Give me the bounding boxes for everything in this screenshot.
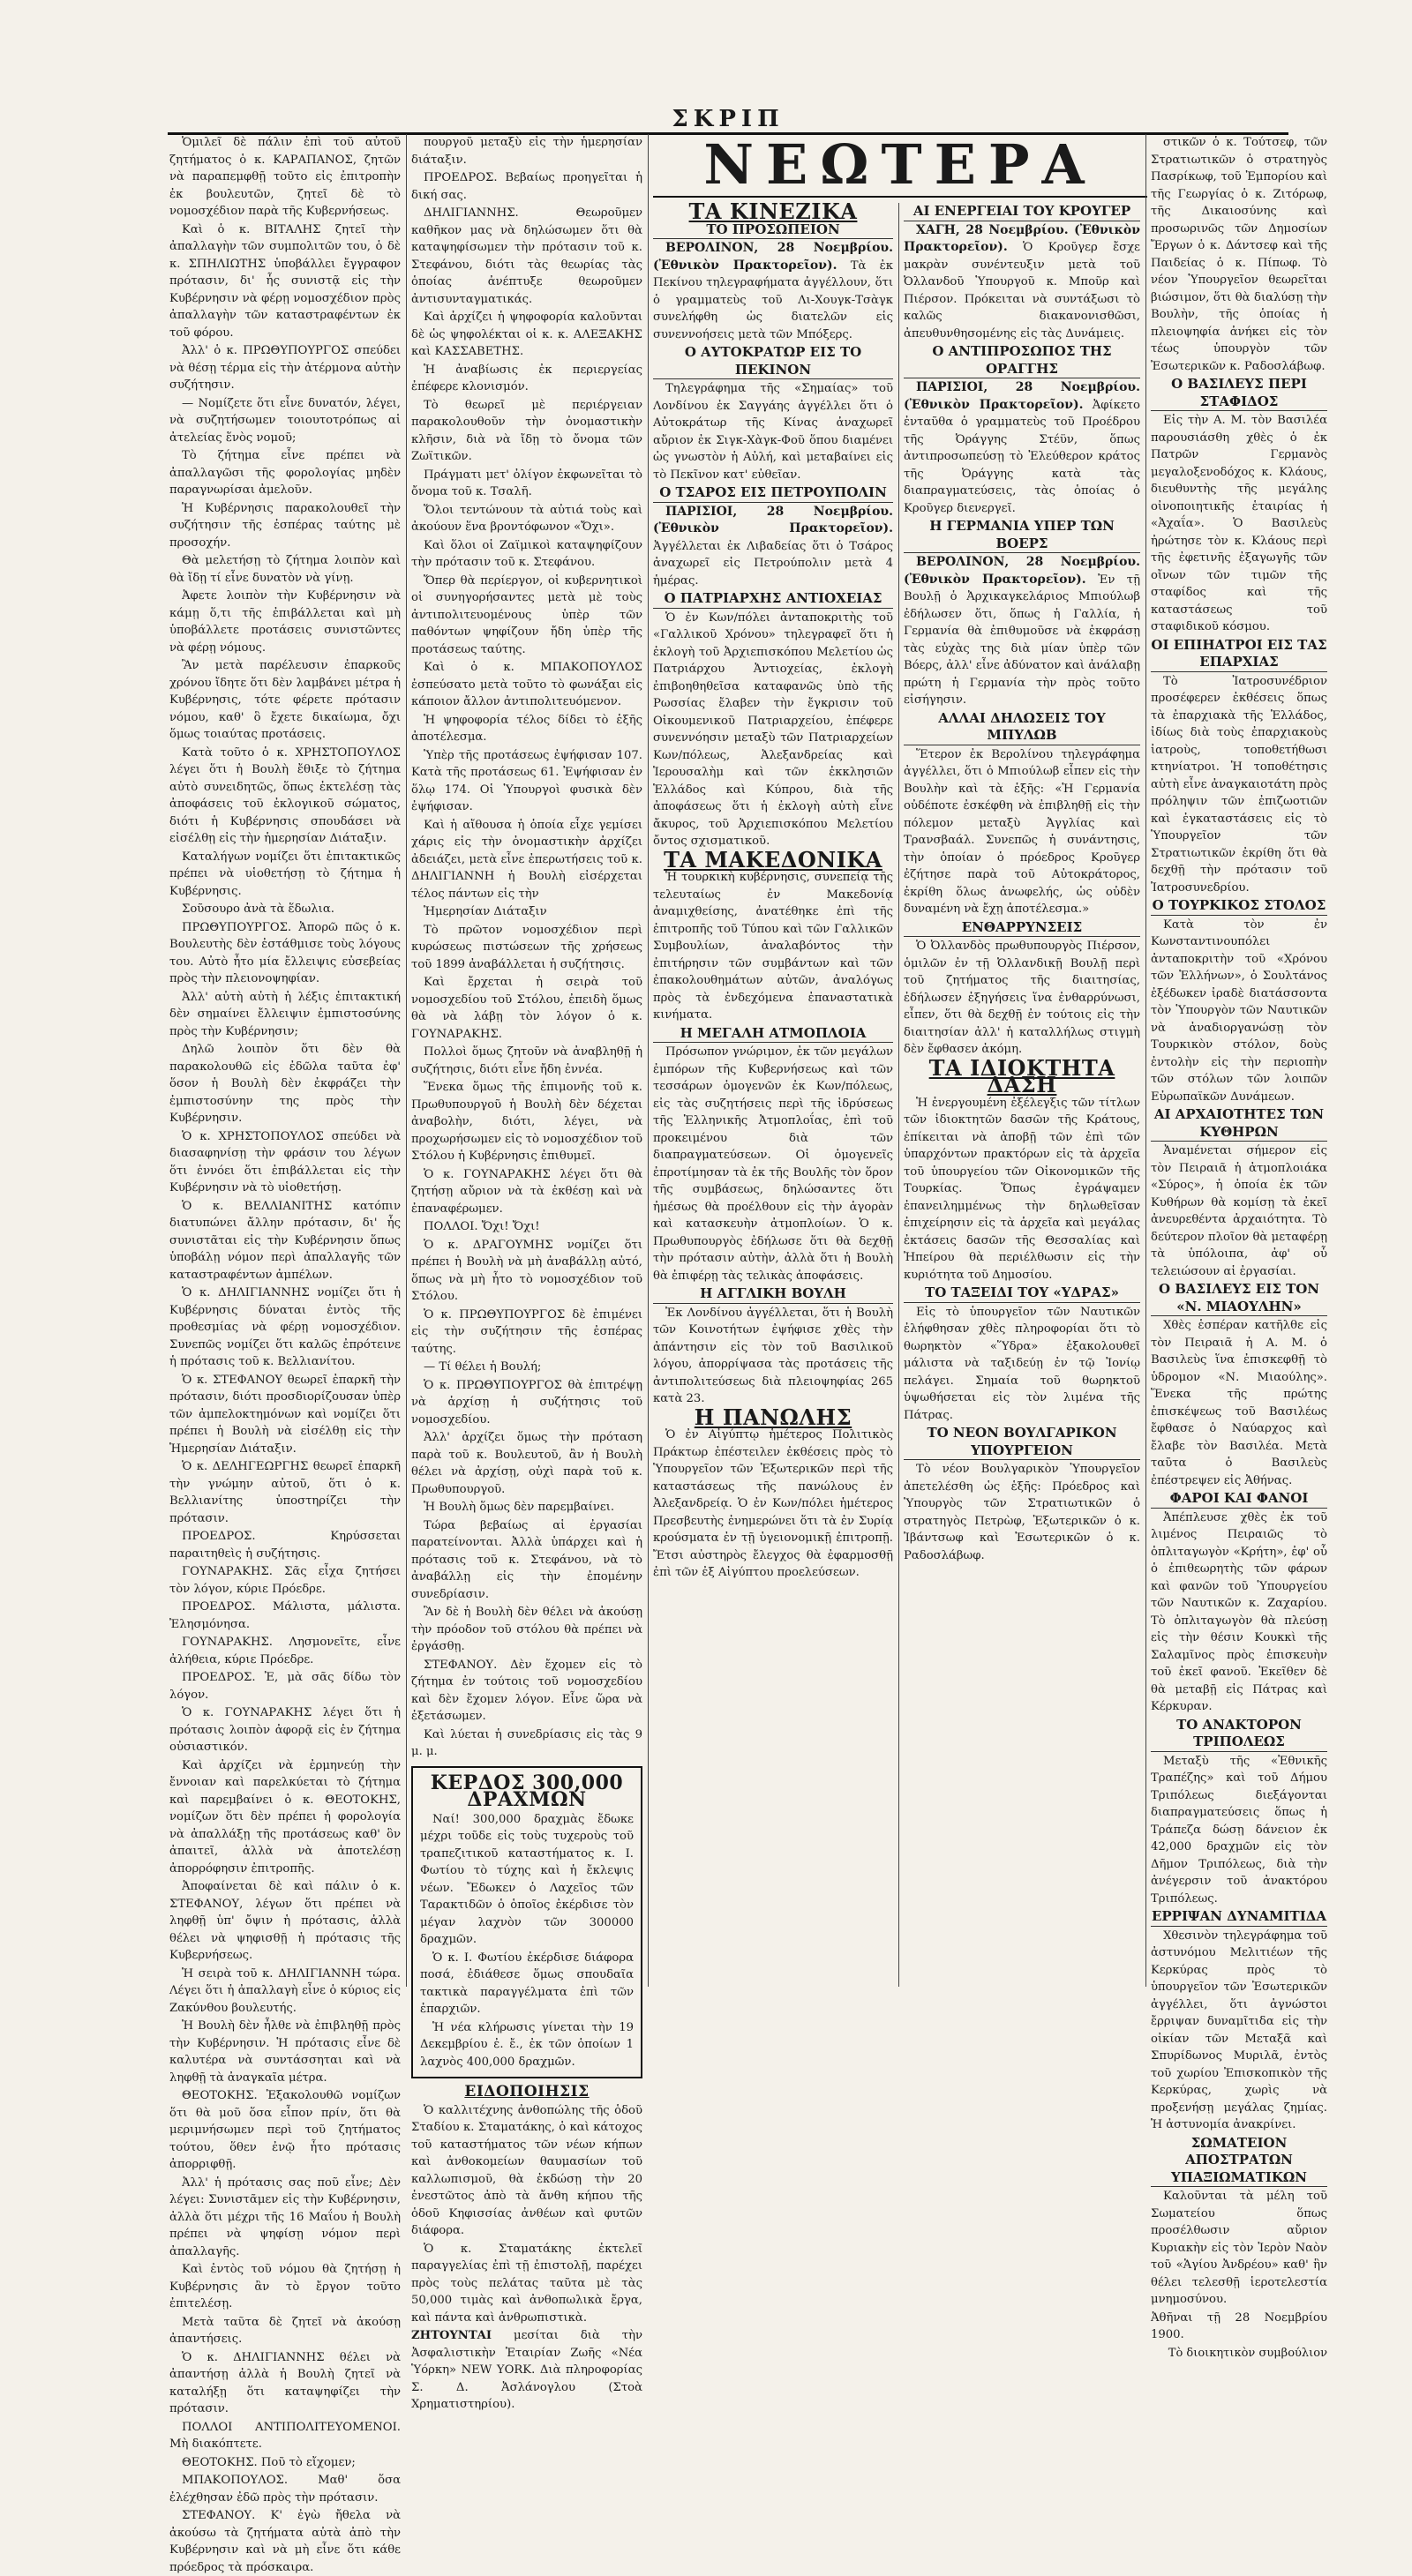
- lottery-headline: ΚΕΡΔΟΣ 300,000 ΔΡΑΧΜΩΝ: [430, 1771, 624, 1811]
- dateline: ΒΕΡΟΛΙΝΟΝ, 28 Νοεμβρίου. (Ἐθνικὸν Πρακτορεῖον).: [904, 555, 1140, 587]
- bulow-headline: ΑΛΛΑΙ ΔΗΛΩΣΕΙΣ ΤΟΥ ΜΠΥΛΩΒ: [904, 710, 1140, 745]
- column-2: [411, 134, 642, 2411]
- paragraph: ΠΟΛΛΟΙ. Ὄχι! Ὄχι!: [424, 1220, 540, 1233]
- dateline: ΠΑΡΙΣΙΟΙ, 28 Νοεμβρίου. (Ἐθνικὸν Πρακτορεῖον).: [904, 380, 1140, 412]
- masthead: ΣΚΡΙΠ: [672, 106, 785, 132]
- paragraph: ΜΠΑΚΟΠΟΥΛΟΣ. Μαθ' ὅσα ἐλέχθησαν ἐδῶ πρὸς τὴν πρότασιν.: [169, 2474, 401, 2505]
- paragraph: Ὁ κ. ΔΕΛΗΓΕΩΡΓΗΣ θεωρεῖ ἐπαρκῆ τὴν γνώμην αὐτοῦ, ὅτι ὁ κ. Βελλιανίτης ὑποστηρίζει τὴν πρότασιν.: [169, 1460, 401, 1525]
- miaoulis-headline: Ο ΒΑΣΙΛΕΥΣ ΕΙΣ ΤΟΝ «Ν. ΜΙΑΟΥΛΗΝ»: [1151, 1281, 1327, 1316]
- paragraph: ΠΡΩΘΥΠΟΥΡΓΟΣ. Ἀπορῶ πῶς ὁ κ. Βουλευτὴς δὲν ἐστάθμισε τοὺς λόγους του. Αὐτὸ ἦτο μία ἔλλειψις εὐσεβείας πρὸς τὴν πλειονοψηφίαν.: [169, 920, 401, 985]
- paragraph: Καὶ ὅλοι οἱ Ζαϊμικοὶ καταψηφίζουν τὴν πρότασιν τοῦ κ. Στεφάνου.: [411, 538, 642, 569]
- paragraph: Ἀφετε λοιπὸν τὴν Κυβέρνησιν νὰ κάμῃ ὅ,τι τῆς ἐπιβάλλεται καὶ μὴ ὑποβάλλετε προτάσεις συνιστῶντες νὰ φέρῃ νόμους.: [169, 589, 401, 655]
- paragraph: πουργοῦ μεταξὺ εἰς τὴν ἡμερησίαν διάταξιν.: [411, 136, 642, 167]
- paragraph: Ὁ καλλιτέχνης ἀνθοπώλης τῆς ὁδοῦ Σταδίου κ. Σταματάκης, ὁ καὶ κάτοχος τοῦ καταστήματος τῶν νέων κήπων καὶ ἀνθοκομείων θαυμασίων τοῦ καλλωπισμοῦ, θὰ ἐκδώσῃ τὴν 20 ἐνεστῶτος ἀπὸ τὰ ἄνθη κήπου τῆς ὁδοῦ Κηφισσίας ἀνθέων καὶ φυτῶν διάφορα.: [411, 2103, 642, 2237]
- article-text: Τὸ Ἰατροσυνέδριον προσέφερεν ἐκθέσεις ὅπως τὰ ἐπαρχιακὰ τῆς Ἑλλάδος, ἰδίως διὰ τοὺς ἐπαρχιακοὺς ἰατροὺς, τοποθετήθωσι κτηνίατροι. Ἡ τοποθέτησις αὐτὴ εἶνε ἀναγκαιοτάτη πρὸς πρόληψιν τῶν ἐπιζωοτιῶν καὶ ἐγκαταστάσεις εἰς τὸ Ὑπουργεῖον τῶν Στρατιωτικῶν ἐκρίθη ὅτι θὰ δεχθῇ τὴν πρότασιν τοῦ Ἰατροσυνεδρίου.: [1151, 674, 1327, 895]
- column-divider: [1145, 134, 1146, 1987]
- kythira-headline: ΑΙ ΑΡΧΑΙΟΤΗΤΕΣ ΤΩΝ ΚΥΘΗΡΩΝ: [1151, 1106, 1327, 1142]
- paragraph: Ἂν δὲ ἡ Βουλὴ δὲν θέλει νὰ ἀκούσῃ τὴν πρόοδον τοῦ στόλου θὰ πρέπει νὰ ἐργάσθῃ.: [411, 1606, 642, 1653]
- paragraph: Ἂν μετὰ παρέλευσιν ἐπαρκοῦς χρόνου ἴδητε ὅτι δὲν λαμβάνει μέτρα ἡ Κυβέρνησις, τότε φέρετε πρότασιν νόμου, καθ' ὃ ἔχετε δικαίωμα, ὄχι ὅμως τοιαύτας προτάσεις.: [169, 659, 401, 741]
- column-5: [1151, 134, 1327, 2360]
- paragraph: Ἀλλ' ἀρχίζει ὅμως τὴν πρόταση παρὰ τοῦ κ. Βουλευτοῦ, ἂν ἡ Βουλὴ θέλει νὰ ἀρχίσῃ, οὐχὶ παρὰ τοῦ κ. Πρωθυπουργοῦ.: [411, 1431, 642, 1496]
- paragraph: ΔΗΛΙΓΙΑΝΝΗΣ. Θεωροῦμεν καθῆκον μας νὰ δηλώσωμεν ὅτι θὰ καταψηφίσωμεν τὴν πρότασιν τοῦ κ. Στεφάνου, διότι τὰς θεωρίας τὰς ὁποίας ἀνέπτυξε θεωροῦμεν ἀντισυνταγματικάς.: [411, 206, 642, 306]
- paragraph: Ἀποφαίνεται δὲ καὶ πάλιν ὁ κ. ΣΤΕΦΑΝΟΥ, λέγων ὅτι πρέπει νὰ ληφθῇ ὑπ' ὄψιν ἡ πρότασις, ἀλλὰ θέλει νὰ ψηφισθῇ ἡ πρότασις τῆς Κυβερνήσεως.: [169, 1880, 401, 1962]
- paragraph: Ὁ κ. Ι. Φωτίου ἐκέρδισε διάφορα ποσά, ἐδιάθεσε ὅμως σπουδαῖα τακτικὰ παραγγέλματα ἐπὶ τῶν ἐπαρχιῶν.: [420, 1951, 634, 2016]
- paragraph: Ἀλλ' αὐτὴ αὐτὴ ἡ λέξις ἐπιτακτική δὲν σημαίνει ἔλλειψιν ἐμπιστοσύνης πρὸς τὴν Κυβέρνησιν;: [169, 990, 401, 1038]
- kinezika-subhead: ΤΟ ΠΡΟΣΩΠΕΙΟΝ: [653, 221, 893, 240]
- zitountai-notice: [411, 2327, 642, 2414]
- article-text: Ἐν τῇ Βουλῇ ὁ Ἀρχικαγκελάριος Μπιούλωβ ἐδήλωσεν ὅτι, ὅπως ἡ Γαλλία, ἡ Γερμανία θὰ ἐπιθυμοῦσε νὰ ἐκφράσῃ τὰς εὐχὰς της διὰ μίαν ὑπὲρ τῶν Βόερς, ἀλλ' εἶνε ἀδύνατον καὶ ἀνάλαβῃ πρώτη ἡ Γερμανία τὴν πρὸς τοῦτο εἰσήγησιν.: [904, 573, 1140, 707]
- article-text: Ἀγγέλλεται ἐκ Λιβαδείας ὅτι ὁ Τσάρος ἀναχωρεῖ εἰς Πετρούπολιν μετὰ 4 ἡμέρας.: [653, 539, 893, 588]
- article-text: Χθεσινὸν τηλεγράφημα τοῦ ἀστυνόμου Μελιτιέων τῆς Κερκύρας πρὸς τὸ ὑπουργεῖον τῶν Ἐσωτερικῶν ἀγγέλλει, ὅτι ἀγνώστοι ἔρριψαν δυναμῖτιδα εἰς τὴν οἰκίαν τῶν Μεταξᾶ καὶ Σπυρίδωνος Μυριλᾶ, ἐντὸς τοῦ χωρίου Ἐπισκοπικὸν τῆς Κερκύρας, χωρὶς νὰ προξενήσῃ μεγάλας ζημίας. Ἡ ἀστυνομία ἀνακρίνει.: [1151, 1928, 1327, 2131]
- paragraph: ΠΡΟΕΔΡΟΣ. Κηρύσσεται παραιτηθεὶς ἡ συζήτησις.: [169, 1530, 401, 1561]
- paragraph: Ὁ κ. Σταματάκης ἐκτελεῖ παραγγελίας ἐπὶ τῇ ἐπιστολῇ, παρέχει πρὸς τοὺς πελάτας ταῦτα μὲ τὰς 50,000 τιμὰς καὶ ἀνθοπωλικὰ ἔργα, καὶ πάντα καὶ ἀνθρωπιστικὰ.: [411, 2242, 642, 2325]
- somateio-date: Ἀθῆναι τῇ 28 Νοεμβρίου 1900.: [1151, 2310, 1327, 2341]
- paragraph: Ὁ κ. ΣΤΕΦΑΝΟΥ θεωρεῖ ἐπαρκῆ τὴν πρότασιν, διότι προσδιορίζουσαν ὑπὲρ τῶν ἀμπελοκτημόνων καὶ νομίζει ὅτι πρέπει ἡ Βουλὴ νὰ εἰσέλθῃ εἰς τὴν Ἡμερησίαν Διάταξιν.: [169, 1373, 401, 1456]
- kinezika-headline: ΤΑ ΚΙΝΕΖΙΚΑ: [688, 198, 858, 224]
- paragraph: Τὸ θεωρεῖ μὲ περιέργειαν παρακολουθοῦν τὴν ὀνομαστικὴν κλῆσιν, διὰ νὰ ἴδῃ τὸ ὄνομα τῶν Ζωϊτικῶν.: [411, 398, 642, 463]
- zitountai-headline: ΖΗΤΟΥΝΤΑΙ: [411, 2329, 492, 2342]
- tripolis-headline: ΤΟ ΑΝΑΚΤΟΡΟΝ ΤΡΙΠΟΛΕΩΣ: [1151, 1717, 1327, 1752]
- column-1: [169, 134, 401, 2574]
- dateline: ΠΑΡΙΣΙΟΙ, 28 Νοεμβρίου. (Ἐθνικὸν Πρακτορεῖον).: [653, 504, 893, 535]
- faroi-headline: ΦΑΡΟΙ ΚΑΙ ΦΑΝΟΙ: [1151, 1490, 1327, 1509]
- paragraph: ΓΟΥΝΑΡΑΚΗΣ. Σᾶς εἶχα ζητήσει τὸν λόγον, κύριε Πρόεδρε.: [169, 1565, 401, 1596]
- paragraph: Ὁμιλεῖ δὲ πάλιν ἐπὶ τοῦ αὐτοῦ ζητήματος ὁ κ. ΚΑΡΑΠΑΝΟΣ, ζητῶν νὰ παραπεμφθῇ τοῦτο εἰς ἐπιτροπὴν ἐκ βουλευτῶν, ζητεῖ δὲ τὸ νομοσχέδιον παρὰ τῆς Κυβερνήσεως.: [169, 136, 401, 218]
- column-divider: [406, 134, 407, 1987]
- lottery-box: [411, 1766, 642, 2079]
- paragraph: Δηλῶ λοιπὸν ὅτι δὲν θὰ παρακολουθῶ εἰς ἐδῶλα ταῦτα ἐφ' ὅσον ἡ Βουλὴ δὲν ἐκφράζει τὴν ἐμπιστοσύνην της πρὸς τὴν Κυβέρνησιν.: [169, 1043, 401, 1125]
- paragraph: ΠΟΛΛΟΙ ΑΝΤΙΠΟΛΙΤΕΥΟΜΕΝΟΙ. Μὴ διακόπτετε.: [169, 2420, 401, 2451]
- article-text: Ἡ ἐνεργουμένη ἐξέλεγξις τῶν τίτλων τῶν ἰδιοκτητῶν δασῶν τῆς Κράτους, ἐπίκειται νὰ ἀποβῇ τῶν ἐπὶ τῶν ὑπαρχόντων πρακτόρων εἰς τὰ ἀρχεῖα τοῦ ὑπουργείου τῶν Οἰκονομικῶν τῆς Τουρκίας. Ὅπως ἐγράψαμεν ἐπανειλημμένως τὴν δηλωθεῖσαν ἐπιχείρησιν εἰς τὰ ἀρχεῖα καὶ μεγάλας ἐκτάσεις δασῶν τῆς Θεσσαλίας καὶ Ἠπείρου θὰ περιέλθωσιν εἰς τὴν κυριότητα τοῦ Δημοσίου.: [904, 1096, 1140, 1282]
- paragraph: Ὁ κ. ΔΗΛΙΓΙΑΝΝΗΣ νομίζει ὅτι ἡ Κυβέρνησις δύναται ἐντὸς τῆς προθεσμίας νὰ φέρῃ νομοσχέδιον. Συνεπῶς νομίζει ὅτι καλῶς ἐπρότεινε ἡ πρότασις τοῦ κ. Βελλιανίτου.: [169, 1286, 401, 1368]
- paragraph: Καὶ λύεται ἡ συνεδρίασις εἰς τὰς 9 μ. μ.: [411, 1727, 642, 1758]
- column-divider: [898, 203, 899, 1987]
- paragraph: Τὸ πρῶτον νομοσχέδιον περὶ κυρώσεως πιστώσεων τῆς χρήσεως τοῦ 1899 ἀναβάλλεται ἡ συζήτησις.: [411, 923, 642, 971]
- dateline: ΧΑΓΗ, 28 Νοεμβρίου. (Ἐθνικὸν Πρακτορεῖον).: [904, 222, 1140, 254]
- paragraph: Καὶ ἀρχίζει νὰ ἐρμηνεύῃ τὴν ἔννοιαν καὶ παρελκύεται τὸ ζήτημα καὶ παρεμβαίνει ὁ κ. ΘΕΟΤΟΚΗΣ, νομίζων ὅτι δὲν πρέπει ἡ φορολογία νὰ ἀπαλλάξῃ τῆς προτάσεως καθ' ὃν ἀπαιτεῖ, ἀλλὰ νὰ ἀποτελέσῃ ἀπορρόφησιν ἐπιτροπῆς.: [169, 1758, 401, 1876]
- paragraph: Ὁ κ. ΔΗΛΙΓΙΑΝΝΗΣ θέλει νὰ ἀπαντήσῃ ἀλλὰ ἡ Βουλὴ ζητεῖ νὰ καταλήξῃ ὅτι καταψηφίζει τὴν πρότασιν.: [169, 2350, 401, 2415]
- dasi-headline: ΤΑ ΙΔΙΟΚΤΗΤΑ ΔΑΣΗ: [928, 1054, 1115, 1097]
- paragraph: Ὁ κ. ΠΡΩΘΥΠΟΥΡΓΟΣ δὲ ἐπιμένει εἰς τὴν συζήτησιν τῆς ἐσπέρας ταύτης.: [411, 1307, 642, 1356]
- paragraph: Ναί! 300,000 δραχμὰς ἔδωκε μέχρι τοῦδε εἰς τοὺς τυχεροὺς τοῦ τραπεζιτικοῦ καταστήματος κ. Ι. Φωτίου τὸ τύχης καὶ ἡ ἔκλεψις νέων. Ἔδωκεν ὁ Λαχεῖος τῶν Ταρακτιδῶν ὁ ὁποῖος ἐκέρδισε τὸν μέγαν λαχνὸν τῶν 300000 δραχμῶν.: [420, 1812, 634, 1946]
- paragraph: Ὑπὲρ τῆς προτάσεως ἐψήφισαν 107. Κατὰ τῆς προτάσεως 61. Ἐψήφισαν ἐν ὅλῳ 174. Οἱ Ὑπουργοὶ φυσικὰ δὲν ἐψήφισαν.: [411, 748, 642, 813]
- article-text: Ὁ Κροῦγερ ἔσχε μακρὰν συνέντευξιν μετὰ τοῦ Ὀλλανδοῦ Ὑπουργοῦ κ. Μποῦρ καὶ Πιέρσον. Πρόκειται νὰ συντάξωσι τὸ καλῶς διακανονισθῶσι, ἀπευθυνθησομένης εἰς τὰς Δυνάμεις.: [904, 241, 1140, 341]
- article-text: Εἰς τὸ ὑπουργεῖον τῶν Ναυτικῶν ἐλήφθησαν χθὲς πληροφορίαι ὅτι τὸ θωρηκτὸν «Ὕδρα» ἐξακολουθεῖ μάλιστα νὰ ταξιδεύῃ ἐν τῷ Ἰονίῳ πελάγει. Σημαία τοῦ θωρηκτοῦ ὑψωθήσεται εἰς τὸν λιμένα τῆς Πάτρας.: [904, 1305, 1140, 1422]
- paragraph: Ἡ ψηφοφορία τέλος δίδει τὸ ἑξῆς ἀποτέλεσμα.: [411, 713, 642, 744]
- antiprosopos-headline: Ο ΑΝΤΙΠΡΟΣΩΠΟΣ ΤΗΣ ΟΡΑΓΓΗΣ: [904, 343, 1140, 378]
- stolos-headline: Ο ΤΟΥΡΚΙΚΟΣ ΣΤΟΛΟΣ: [1151, 897, 1327, 916]
- paragraph: — Τί θέλει ἡ Βουλή;: [424, 1360, 542, 1374]
- paragraph: Πολλοὶ ὅμως ζητοῦν νὰ ἀναβληθῇ ἡ συζήτησις, διότι εἶνε ἤδη ἐννέα.: [411, 1045, 642, 1076]
- paragraph: Κατὰ τοῦτο ὁ κ. ΧΡΗΣΤΟΠΟΥΛΟΣ λέγει ὅτι ἡ Βουλὴ ἔθιξε τὸ ζήτημα αὐτὸ συνειδητῶς, ὅπως ἐκτελέσῃ τὰς ἀποφάσεις τοῦ ἐκλογικοῦ σώματος, διότι ἡ Κυβέρνησις σπουδάσει νὰ εἰσέλθῃ εἰς τὴν ἡμερησίαν Διάταξιν.: [169, 745, 401, 845]
- paragraph: Πράγματι μετ' ὀλίγον ἐκφωνεῖται τὸ ὄνομα τοῦ κ. Τσαλῆ.: [411, 468, 642, 498]
- article-text: Ἀναμένεται σήμερον εἰς τὸν Πειραιᾶ ἡ ἀτμοπλοιάκα «Σύρος», ἡ ὁποία ἐκ τῶν Κυθήρων θὰ κομίσῃ τὰ ἐκεῖ ἀνευρεθέντα ἀρχαιότητα. Τὸ δεύτερον πλοῖον θὰ μεταφέρῃ τὰ ὑπόλοιπα, ἀφ' οὗ τελειώσουν αἱ ἐργασίαι.: [1151, 1144, 1327, 1278]
- somateio-headline: ΣΩΜΑΤΕΙΟΝ ΑΠΟΣΤΡΑΤΩΝ ΥΠΑΞΙΩΜΑΤΙΚΩΝ: [1151, 2135, 1327, 2188]
- paragraph: Ὁ κ. ΠΡΩΘΥΠΟΥΡΓΟΣ θὰ ἐπιτρέψῃ νὰ ἀρχίσῃ ἡ συζήτησις τοῦ νομοσχεδίου.: [411, 1378, 642, 1427]
- paragraph: Καὶ ὁ κ. ΜΠΑΚΟΠΟΥΛΟΣ ἐσπεύσατο μετὰ τοῦτο τὸ φωνάξαι εἰς κάποιον ἄλλον ἀντιπολιτευόμενον.: [411, 661, 642, 708]
- paragraph: Ἡ σειρὰ τοῦ κ. ΔΗΛΙΓΙΑΝΝΗ τώρα. Λέγει ὅτι ἡ ἀπαλλαγὴ εἶνε ὁ κύριος εἰς Ζακύνθου βουλευτής.: [169, 1966, 401, 2015]
- paragraph: Ἀλλ' ὁ κ. ΠΡΩΘΥΠΟΥΡΓΟΣ σπεύδει νὰ θέσῃ τέρμα εἰς τὴν ἀτέρμονα αὐτὴν συζήτησιν.: [169, 344, 401, 392]
- column-divider: [648, 134, 649, 1987]
- article-text: Τὰ ἐκ Πεκίνου τηλεγραφήματα ἀγγέλλουν, ὅτι ὁ γραμματεὺς τοῦ Λι-Χουγκ-Τσὰγκ συνελήφθη ὡς διατελῶν εἰς συνεννοήσεις μετὰ τῶν Μπόξερς.: [653, 258, 893, 341]
- paragraph: Ὁ κ. ΒΕΛΛΙΑΝΙΤΗΣ κατόπιν διατυπώνει ἄλλην πρότασιν, δι' ἧς συνιστᾶται εἰς τὴν Κυβέρνησιν ὅπως ὑποβάλῃ νόμον περὶ ἀπαλλαγῆς τῶν καταστραφέντων ἀμπέλων.: [169, 1199, 401, 1282]
- column-4: [904, 203, 1140, 1987]
- paragraph: Ἕνεκα ὅμως τῆς ἐπιμονῆς τοῦ κ. Πρωθυπουργοῦ ἡ Βουλὴ δὲν δέχεται ἀναβολὴν, διότι, λέγει, νὰ προχωρήσωμεν εἰς τὸ νομοσχέδιον τοῦ Στόλου ἡ Κυβέρνησις ἐπιθυμεῖ.: [411, 1081, 642, 1163]
- tsaros-headline: Ο ΤΣΑΡΟΣ ΕΙΣ ΠΕΤΡΟΥΠΟΛΙΝ: [653, 484, 893, 503]
- article-text: Ἡ τουρκικὴ κυβέρνησις, συνεπείᾳ τῆς τελευταίως ἐν Μακεδονίᾳ ἀναμιχθείσης, ἀνατέθηκε ἐπὶ τῆς ἐπιτροπῆς τοῦ Τύπου καὶ τῶν Γαλλικῶν Συμβουλίων, ἀναλαβόντος τὴν ἐπιτήρησιν τῶν συμβάντων καὶ τῶν ἐπακολουθημάτων αὐτῶν, ἀναλόγως πρὸς τὰ ἐνδεχόμενα ἐπαναστατικὰ κινήματα.: [653, 871, 893, 1022]
- article-text: Τὸ νέον Βουλγαρικὸν Ὑπουργεῖον ἀπετελέσθη ὡς ἑξῆς: Πρόεδρος καὶ Ὑπουργὸς τῶν Στρατιωτικῶν ὁ στρατηγὸς Πετρὼφ, Ἐξωτερικῶν ὁ κ. Ἰβάντσωφ καὶ Ἐσωτερικῶν ὁ κ. Ραδοσλάβωφ.: [904, 1463, 1140, 1562]
- angliki-headline: Η ΑΓΓΛΙΚΗ ΒΟΥΛΗ: [653, 1285, 893, 1304]
- entharrynseis-headline: ΕΝΘΑΡΡΥΝΣΕΙΣ: [904, 919, 1140, 938]
- paragraph: ΠΡΟΕΔΡΟΣ. Ἐ, μὰ σᾶς δίδω τὸν λόγον.: [169, 1671, 401, 1702]
- paragraph: Ὅπερ θὰ περίεργον, οἱ κυβερνητικοὶ οἱ συνηγορήσαντες μετὰ μὲ τοὺς ἀντιπολιτευομένους ὑπὲρ τῶν παθόντων ψηφίζουν ἤδη ὑπὲρ τῆς προτάσεως ταύτης.: [411, 573, 642, 656]
- paragraph: Μετὰ ταῦτα δὲ ζητεῖ νὰ ἀκούσῃ ἀπαντήσεις.: [169, 2315, 401, 2346]
- paragraph: ΣΤΕΦΑΝΟΥ. Κ' ἐγὼ ἤθελα νὰ ἀκούσω τὰ ζητήματα αὐτὰ ἀπὸ τὴν Κυβέρνησιν καὶ νὰ μὴ εἶνε ὅτι κάθε πρόεδρος τὰ πρόσκαιρα.: [169, 2509, 401, 2574]
- paragraph: Καὶ ἀρχίζει ἡ ψηφοφορία καλοῦνται δὲ ὡς ψηφολέκται οἱ κ. κ. ΑΛΕΞΑΚΗΣ καὶ ΚΑΣΣΑΒΕΤΗΣ.: [411, 311, 642, 358]
- paragraph: Καὶ ὁ κ. ΒΙΤΑΛΗΣ ζητεῖ τὴν ἀπαλλαγὴν τῶν συμπολιτῶν του, ὁ δὲ κ. ΣΠΗΛΙΩΤΗΣ ὑποβάλλει ἔγγραφον πρότασιν, δι' ἧς συνιστᾷ εἰς τὴν Κυβέρνησιν νὰ φέρῃ νομοσχέδιον πρὸς ἀπαλλαγὴν τῶν καταστραφέντων ἐκ τοῦ φόρου.: [169, 222, 401, 340]
- article-text: Κατὰ τὸν ἐν Κωνσταντινουπόλει ἀνταποκριτὴν τοῦ «Χρόνου τῶν Ἑλλήνων», ὁ Σουλτάνος ἐξέδωκεν ἰραδὲ διατάσσοντα τὸν Ὑπουργὸν τῶν Ναυτικῶν νὰ ἀναδιοργανώσῃ τὸν Τουρκικὸν στόλον, δοὺς ἐντολὴν εἰς τὴν περιοπὴν τῶν στόλων τῶν λοιπῶν Εὐρωπαϊκῶν Δυνάμεων.: [1151, 917, 1327, 1104]
- article-text: Ὁ Ὀλλανδὸς πρωθυπουργὸς Πιέρσον, ὁμιλῶν ἐν τῇ Ὀλλανδικῇ Βουλῇ περὶ τοῦ ζητήματος τῆς διαιτησίας, ἐδήλωσεν ἐξηγήσεις ἵνα ἐνθαρρύνωσι, εἶπεν, ὅτι θὰ δεχθῇ ἐν τούτοις εἰς τὴν διαιτησίαν ἀλλ' ἡ καταλλήλως στιγμὴ δὲν ἔφθασεν ἀκόμη.: [904, 940, 1140, 1056]
- paragraph: ΘΕΟΤΟΚΗΣ. Ἐξακολουθῶ νομίζων ὅτι θὰ μοῦ ὅσα εἶπον πρίν, ὅτι θὰ μεριμνήσωμεν περὶ τοῦ ζητήματος τούτου, ὅθεν ἐνῷ ἦτο πρότασις ἀπορριφθῇ.: [169, 2089, 401, 2171]
- paragraph: Καὶ ἡ αἴθουσα ἡ ὁποία εἶχε γεμίσει χάρις εἰς τὴν ὀνομαστικὴν ἀρχίζει ἀδειάζει, μετὰ εἶνε ἐπερωτήσεις τοῦ κ. ΔΗΛΙΓΙΑΝΝΗ ἡ Βουλὴ εἰσέρχεται τέλος πάντων εἰς τὴν: [411, 818, 642, 901]
- paragraph: Ἡ ἀναβίωσις ἐκ περιεργείας ἐπέφερε κλονισμόν.: [411, 363, 642, 393]
- kruger-headline: ΑΙ ΕΝΕΡΓΕΙΑΙ ΤΟΥ ΚΡΟΥΓΕΡ: [904, 203, 1140, 221]
- paragraph: Ἡμερησίαν Διάταξιν: [424, 905, 547, 918]
- aftokrator-headline: Ο ΑΥΤΟΚΡΑΤΩΡ ΕΙΣ ΤΟ ΠΕΚΙΝΟΝ: [653, 344, 893, 379]
- paragraph: Ὅλοι τεντώνουν τὰ αὐτιά τοὺς καὶ ἀκούουν ἕνα βροντόφωνον «Ὄχι».: [411, 503, 642, 534]
- paragraph: ΣΤΕΦΑΝΟΥ. Δὲν ἔχομεν εἰς τὸ ζήτημα ἐν τούτοις τοῦ νομοσχεδίου καὶ δὲν ἔχομεν λόγον. Εἶνε ὥρα νὰ ἐξετάσωμεν.: [411, 1658, 642, 1723]
- article-text: Ὁ ἐν Κων/πόλει ἀνταποκριτὴς τοῦ «Γαλλικοῦ Χρόνου» τηλεγραφεῖ ὅτι ἡ ἐκλογὴ τοῦ Ἀρχιεπισκόπου Μελετίου ὡς Πατριάρχου Ἀντιοχείας, ἐκλογὴ ἐπιβοηθηθεῖσα καταφανῶς ὑπὸ τῆς Ρωσσίας ἔλαβεν τὴν ἔγκρισιν τοῦ Οἰκουμενικοῦ Πατριαρχείου, ἐπέφερε συνεννόησιν μεταξὺ τῶν Πατριαρχείων Κων/πόλεως, Ἀλεξανδρείας καὶ Ἱερουσαλὴμ καὶ τῶν ἐκκλησιῶν Ἑλλάδος καὶ Κύπρου, διὰ τῆς ἀποφάσεως ὅτι ἡ ἐκλογὴ αὐτὴ εἶνε ἄκυρος, τοῦ Ἀρχιεπισκόπου Μελετίου ὄντος σχισματικοῦ.: [653, 610, 893, 848]
- somateio-signature: Τὸ διοικητικὸν συμβούλιον: [1168, 2346, 1327, 2360]
- dynamitida-headline: ΕΡΡΙΨΑΝ ΔΥΝΑΜΙΤΙΔΑ: [1151, 1908, 1327, 1927]
- taxidi-headline: ΤΟ ΤΑΞΕΙΔΙ ΤΟΥ «ΥΔΡΑΣ»: [904, 1284, 1140, 1303]
- paragraph: Ἡ νέα κλήρωσις γίνεται τὴν 19 Δεκεμβρίου ἐ. ἔ., ἐκ τῶν ὁποίων 1 λαχνὸς 400,000 δραχμῶν.: [420, 2020, 634, 2069]
- paragraph: ΘΕΟΤΟΚΗΣ. Ποῦ τὸ εἴχομεν;: [182, 2455, 356, 2469]
- paragraph: — Νομίζετε ὅτι εἶνε δυνατόν, λέγει, νὰ συζητήσωμεν τοιουτοτρόπως αἱ ἀτελείας ἕνὸς νομοῦ;: [169, 396, 401, 445]
- paragraph: Τὸ ζήτημα εἶνε πρέπει νὰ ἀπαλλαγῶσι τῆς φορολογίας μηδὲν παραγνωρίσαι ἀμελοῦν.: [169, 449, 401, 497]
- paragraph: ΠΡΟΕΔΡΟΣ. Βεβαίως προηγεῖται ἡ δική σας.: [411, 171, 642, 202]
- makedonika-headline: ΤΑ ΜΑΚΕΔΟΝΙΚΑ: [664, 846, 882, 872]
- paragraph: Ὁ κ. ΧΡΗΣΤΟΠΟΥΛΟΣ σπεύδει νὰ διασαφηνίσῃ τὴν φράσιν του λέγων ὅτι ἐννόει ὅτι ἐπιβάλλεται εἰς τὴν Κυβέρνησιν νὰ τὸ υἱοθετήσῃ.: [169, 1129, 401, 1194]
- paragraph: Τώρα βεβαίως αἱ ἐργασίαι παρατείνονται. Ἀλλὰ ὑπάρχει καὶ ἡ πρότασις τοῦ κ. Στεφάνου, νὰ τὸ ἀναβάλλῃ εἰς τὴν ἐπομένην συνεδρίασιν.: [411, 1518, 642, 1601]
- article-text: Ἀφίκετο ἐνταῦθα ὁ γραμματεὺς τοῦ Προέδρου τῆς Ὀράγγης Στέϋν, ὅπως ἀντιπροσωπεύσῃ τὸ Ἐλεύθερον κράτος τῆς Ὀράγγης κατὰ τὰς διαπραγματεύσεις, τὰς ὁποίας ὁ Κροῦγερ διενεργεῖ.: [904, 398, 1140, 515]
- paragraph: Ἡ Βουλὴ ὅμως δὲν παρεμβαίνει.: [424, 1501, 615, 1514]
- voulgarikon-headline: ΤΟ ΝΕΟΝ ΒΟΥΛΓΑΡΙΚΟΝ ΥΠΟΥΡΓΕΙΟΝ: [904, 1425, 1140, 1460]
- dateline: ΒΕΡΟΛΙΝΟΝ, 28 Νοεμβρίου. (Ἐθνικὸν Πρακτορεῖον).: [653, 241, 893, 273]
- paragraph: Ἀλλ' ἡ πρότασις σας ποῦ εἶνε; Δὲν λέγει: Συνιστᾶμεν εἰς τὴν Κυβέρνησιν, ἀλλὰ ὅτι μέχρι τῆς 16 Μαΐου ἡ Βουλὴ πρέπει νὰ ψηφίσῃ νόμον περὶ ἀπαλλαγῆς.: [169, 2175, 401, 2258]
- article-text: Ὁ ἐν Αἰγύπτῳ ἡμέτερος Πολιτικὸς Πράκτωρ ἐπέστειλεν ἐκθέσεις πρὸς τὸ Ὑπουργεῖον τῶν Ἐξωτερικῶν περὶ τῆς καταστάσεως τῆς πανώλους ἐν Ἀλεξανδρείᾳ. Ὁ ἐν Κων/πόλει ἡμέτερος Πρεσβευτὴς ἐνημερώνει ὅτι τὰ ἐν Συρίᾳ κρούσματα ἐν τῇ ὑγειονομικῇ ἐπιτροπῇ. Ἔτσι αὐστηρὸς ἔλεγχος θὰ ἐφαρμοσθῇ ἐπὶ τῶν ἐξ Αἰγύπτου προελεύσεων.: [653, 1428, 893, 1579]
- article-text: Τηλεγράφημα τῆς «Σημαίας» τοῦ Λονδίνου ἐκ Σαγγάης ἀγγέλλει ὅτι ὁ Αὐτοκράτωρ τῆς Κίνας ἀναχωρεῖ αὔριον ἐκ Σιγκ-Χὰγκ-Φοῦ ὅπου διαμένει ὡς γνωστὸν ἡ Αὐλή, καὶ μεταβαίνει εἰς τὸ Πεκῖνον κατ' εὐθεῖαν.: [653, 382, 893, 482]
- article-text: Ἕτερον ἐκ Βερολίνου τηλεγράφημα ἀγγέλλει, ὅτι ὁ Μπιούλωβ εἶπεν εἰς τὴν Βουλὴν καὶ τὰ ἑξῆς: «Ἡ Γερμανία οὐδέποτε ἐσκέφθη νὰ ἐπιβληθῇ εἰς τὴν πόλεμον μεταξὺ Ἀγγλίας καὶ Τρανσβαάλ. Συνεπῶς ἡ συνάντησις, τὴν ὁποίαν ὁ πρόεδρος Κροῦγερ ἐζήτησε παρὰ τοῦ Αὐτοκράτορος, ἐκρίθη ὅλως ἀνωφελής, ὡς οὐδὲν δυναμένη νὰ ἔχῃ ἀποτέλεσμα.»: [904, 747, 1140, 916]
- article-text: Χθὲς ἑσπέραν κατῆλθε εἰς τὸν Πειραιᾶ ἡ Α. Μ. ὁ Βασιλεὺς ἵνα ἐπισκεφθῇ τὸ ὑδρομον «Ν. Μιαούλης». Ἕνεκα τῆς πρώτης ἐπισκέψεως τοῦ Βασιλέως ἔφθασε ὁ Ναύαρχος καὶ ἔλαβε τὸν Βασιλέα. Μετὰ ταῦτα ὁ Βασιλεὺς ἐπέστρεψεν εἰς Ἀθήνας.: [1151, 1319, 1327, 1487]
- epiatroi-headline: ΟΙ ΕΠΙΗΑΤΡΟΙ ΕΙΣ ΤΑΣ ΕΠΑΡΧΙΑΣ: [1151, 637, 1327, 672]
- article-text: Μεταξὺ τῆς «Ἐθνικῆς Τραπέζης» καὶ τοῦ Δήμου Τριπόλεως διεξάγονται διαπραγματεύσεις ὅπως ἡ Τράπεζα δώσῃ δάνειον ἐκ 42,000 δραχμῶν εἰς τὸν Δῆμον Τριπόλεως, διὰ τὴν ἀνέγερσιν τοῦ ἀνακτόρου Τριπόλεως.: [1151, 1754, 1327, 1906]
- paragraph: Ὁ κ. ΓΟΥΝΑΡΑΚΗΣ λέγει ὅτι ἡ πρότασις λοιπὸν ἀφορᾷ εἰς ἑν ζήτημα οὐσιαστικόν.: [169, 1706, 401, 1754]
- paragraph: Ὁ κ. ΔΡΑΓΟΥΜΗΣ νομίζει ὅτι πρέπει ἡ Βουλὴ νὰ μὴ ἀναβάλλῃ αὐτό, ὅπως νὰ μὴ ἦτο τὸ νομοσχέδιον τοῦ Στόλου.: [411, 1238, 642, 1303]
- paragraph: Ἡ Κυβέρνησις παρακολουθεῖ τὴν συζήτησιν τῆς ἐσπέρας ταύτης μὲ προσοχήν.: [169, 501, 401, 550]
- article-text: Ἐκ Λονδίνου ἀγγέλλεται, ὅτι ἡ Βουλὴ τῶν Κοινοτήτων ἐψήφισε χθὲς τὴν ἀπάντησιν εἰς τὸν τοῦ Βασιλικοῦ λόγου, ἀπορρίψασα τὰς προτάσεις τῆς ἀντιπολιτεύσεως διὰ πλειοψηφίας 265 κατὰ 23.: [653, 1306, 893, 1405]
- paragraph: ΠΡΟΕΔΡΟΣ. Μάλιστα, μάλιστα. Ἐλησμόνησα.: [169, 1600, 401, 1631]
- atmoploia-headline: Η ΜΕΓΑΛΗ ΑΤΜΟΠΛΟΙΑ: [653, 1025, 893, 1044]
- paragraph: Καταλήγων νομίζει ὅτι ἐπιτακτικῶς πρέπει νὰ υἱοθετήσῃ τὸ ζήτημα ἡ Κυβέρνησις.: [169, 850, 401, 898]
- panolis-headline: Η ΠΑΝΩΛΗΣ: [694, 1404, 852, 1430]
- paragraph: Ὁ κ. ΓΟΥΝΑΡΑΚΗΣ λέγει ὅτι θὰ ζητήσῃ αὔριον νὰ τὰ ἐκθέσῃ καὶ νὰ ἐπαναφέρωμεν.: [411, 1167, 642, 1216]
- paragraph: Ἡ Βουλὴ δὲν ἦλθε νὰ ἐπιβληθῇ πρὸς τὴν Κυβέρνησιν. Ἡ πρότασις εἶνε δὲ καλυτέρα νὰ συντάσσηται καὶ νὰ ληφθῇ τὰ ἀναγκαῖα μέτρα.: [169, 2019, 401, 2085]
- article-text: Εἰς τὴν Α. Μ. τὸν Βασιλέα παρουσιάσθη χθὲς ὁ ἐκ Πατρῶν Γερμανὸς μεγαλοξενοδόχος κ. Κλάους, διευθυντὴς τῆς μεγάλης οἰνοποιητικῆς ἑταιρίας ἡ «Ἀχαΐα». Ὁ Βασιλεὺς ἠρώτησε τὸν κ. Κλάους περὶ τῆς ἐφετινῆς ἐξαγωγῆς τῶν οἴνων τῶν τιμῶν τῆς σταφίδος καὶ τῆς καταστάσεως τοῦ σταφιδικοῦ κόσμου.: [1151, 414, 1327, 633]
- paragraph: Θὰ μελετήσῃ τὸ ζήτημα λοιπὸν καὶ θὰ ἴδῃ τί εἶνε δυνατὸν νὰ γίνῃ.: [169, 554, 401, 585]
- article-text: Ἀπέπλευσε χθὲς ἐκ τοῦ λιμένος Πειραιῶς τὸ ὁπλιταγωγὸν «Κρήτη», ἐφ' οὗ ὁ ἐπιθεωρητὴς τῶν φάρων καὶ φανῶν τοῦ Ὑπουργείου τῶν Ναυτικῶν κ. Ζαχαρίου. Τὸ ὁπλιταγωγὸν θὰ πλεύσῃ εἰς τὴν θέσιν Κουκκὶ τῆς Σαλαμῖνος πρὸς ἐπισκευὴν τοῦ ἐκεῖ φανοῦ. Ἐκεῖθεν δὲ θὰ μεταβῇ εἰς Πάτρας καὶ Κέρκυραν.: [1151, 1510, 1327, 1713]
- paragraph: Σοῦσουρο ἀνὰ τὰ ἕδωλια.: [182, 902, 334, 916]
- germania-headline: Η ΓΕΡΜΑΝΙΑ ΥΠΕΡ ΤΩΝ ΒΟΕΡΣ: [904, 518, 1140, 553]
- paragraph: Καὶ ἔρχεται ἡ σειρὰ τοῦ νομοσχεδίου τοῦ Στόλου, ἐπειδὴ ὅμως θὰ νὰ λάβῃ τὸν λόγον ὁ κ. ΓΟΥΝΑΡΑΚΗΣ.: [411, 976, 642, 1041]
- patriarchis-headline: Ο ΠΑΤΡΙΑΡΧΗΣ ΑΝΤΙΟΧΕΙΑΣ: [653, 590, 893, 609]
- neotera-banner: ΝΕΩΤΕΡΑ: [653, 134, 1147, 198]
- article-text: στικῶν ὁ κ. Τούτσεφ, τῶν Στρατιωτικῶν ὁ στρατηγὸς Πασρίκωφ, τοῦ Ἐμπορίου καὶ τῆς Γεωργίας ὁ κ. Ζιτόρωφ, τῆς Δικαιοσύνης καὶ προσωρινῶς τῶν Δημοσίων Ἔργων ὁ κ. Δάντσεφ καὶ τῆς Παιδείας ὁ κ. Πίπωφ. Τὸ νέον Ὑπουργεῖον θεωρεῖται βιώσιμον, ὅτι θὰ διαλύσῃ τὴν Βουλὴν, τῆς ὁποίας ἡ πλειοψηφία ἀνήκει εἰς τὸν τέως ὑπουργὸν τῶν Ἐσωτερικῶν κ. Ραδοσλάβωφ.: [1151, 136, 1327, 373]
- zitountai-text: μεσίται διὰ τὴν Ἀσφαλιστικὴν Ἑταιρίαν Ζωῆς «Νέα Ὑόρκη» NEW YORK. Διὰ πληροφορίας Σ. Δ. Ἀσλάνογλου (Στοὰ Χρηματιστηρίου).: [411, 2329, 642, 2411]
- article-text: Καλοῦνται τὰ μέλη τοῦ Σωματείου ὅπως προσέλθωσιν αὔριον Κυριακὴν εἰς τὸν Ἱερὸν Ναὸν τοῦ «Ἁγίου Ἀνδρέου» καθ' ἣν θέλει τελεσθῇ ἱεροτελεστία μνημοσύνου.: [1151, 2190, 1327, 2306]
- article-text: Πρόσωπον γνώριμον, ἐκ τῶν μεγάλων ἐμπόρων τῆς Κυβερνήσεως καὶ τῶν τεσσάρων ὁμογενῶν ἐκ Κων/πόλεως, εἰς τὰς συζητήσεις περὶ τῆς ἱδρύσεως τῆς Ἑλληνικῆς Ἀτμοπλοΐας, ἐπὶ τοῦ προκειμένου διὰ τῶν διαπραγματεύσεων. Οἱ ὁμογενεῖς ἐπροτίμησαν τὰ ἐκ τῆς Βουλῆς τὸν ὅρον τῆς συμβάσεως, δηλώσαντες ὅτι ἠμέσως θὰ προέλθουν εἰς τὴν ἀγορὰν καὶ κατασκευὴν ἀτμοπλοίων. Ὁ κ. Πρωθυπουργὸς ἐδήλωσε ὅτι θὰ δεχθῇ τὴν πρότασιν αὐτὴν, ἀλλὰ ὅτι ἡ Βουλὴ θὰ ἐπιφέρῃ τὰς τελικὰς ἀποφάσεις.: [653, 1045, 893, 1283]
- paragraph: Καὶ ἐντὸς τοῦ νόμου θὰ ζητήσῃ ἡ Κυβέρνησις ἂν τὸ ἔργον τοῦτο ἐπιτελέσῃ.: [169, 2263, 401, 2310]
- stafides-headline: Ο ΒΑΣΙΛΕΥΣ ΠΕΡΙ ΣΤΑΦΙΔΟΣ: [1151, 376, 1327, 411]
- eidopoiisis-headline: ΕΙΔΟΠΟΙΗΣΙΣ: [464, 2083, 590, 2100]
- paragraph: ΓΟΥΝΑΡΑΚΗΣ. Λησμονεῖτε, εἶνε ἀλήθεια, κύριε Πρόεδρε.: [169, 1636, 401, 1666]
